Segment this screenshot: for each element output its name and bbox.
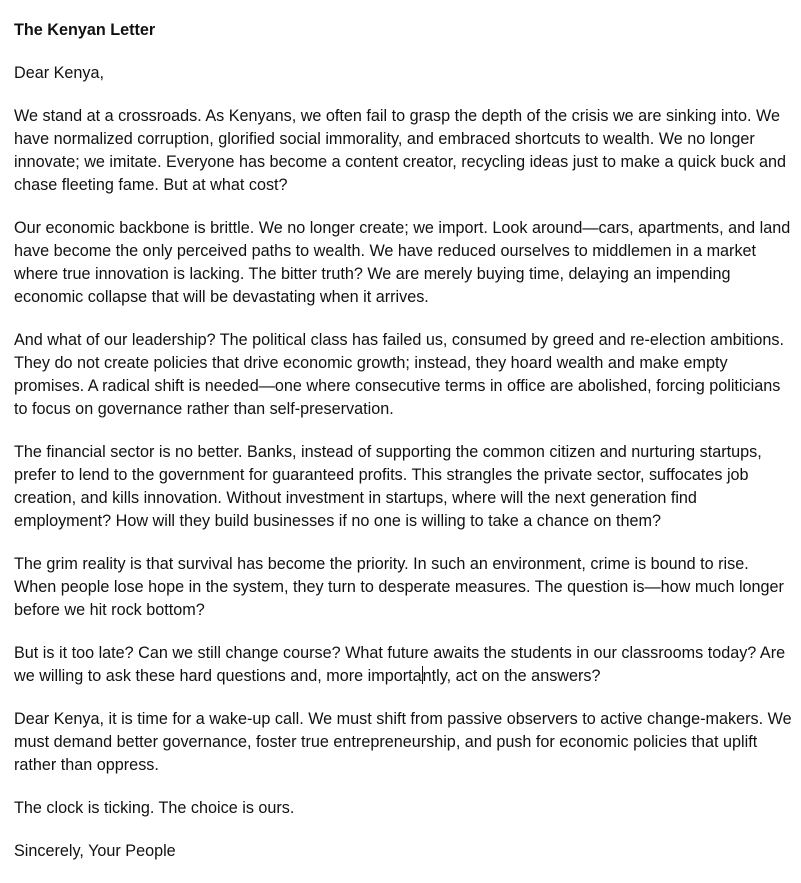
paragraph-7: Dear Kenya, it is time for a wake-up call. We must shift from passive observers to active change-makers. We must demand better governance, foster true entrepreneurship, and push for economic policies that uplift rather than oppress. bbox=[14, 710, 792, 774]
salutation: Dear Kenya, bbox=[14, 64, 104, 82]
document-title: The Kenyan Letter bbox=[14, 21, 156, 39]
document-body[interactable] bbox=[14, 19, 795, 883]
paragraph-6-text-before-caret: But is it too late? Can we still change course? What future awaits the students in our classrooms today? Are we willing to ask these hard questions and, more importa bbox=[14, 644, 786, 685]
paragraph-8: The clock is ticking. The choice is ours. bbox=[14, 799, 295, 817]
paragraph-5: The grim reality is that survival has become the priority. In such an environment, crime is bound to rise. When people lose hope in the system, they turn to desperate measures. The question is—how much longer before we hit rock bottom? bbox=[14, 555, 784, 619]
signature: Sincerely, Your People bbox=[14, 842, 176, 860]
paragraph-6 bbox=[14, 642, 795, 688]
paragraph-3: And what of our leadership? The political class has failed us, consumed by greed and re-election ambitions. They do not create policies that drive economic growth; instead, they hoard wealth and make empty promises. A radical shift is needed—one where consecutive terms in office are abolished, forcing politicians to focus on governance rather than self-preservation. bbox=[14, 331, 784, 418]
paragraph-2: Our economic backbone is brittle. We no longer create; we import. Look around—cars, apartments, and land have become the only perceived paths to wealth. We have reduced ourselves to middlemen in a market where true innovation is lacking. The bitter truth? We are merely buying time, delaying an impending economic collapse that will be devastating when it arrives. bbox=[14, 219, 791, 306]
paragraph-1: We stand at a crossroads. As Kenyans, we often fail to grasp the depth of the crisis we are sinking into. We have normalized corruption, glorified social immorality, and embraced shortcuts to wealth. We no longer innovate; we imitate. Everyone has become a content creator, recycling ideas just to make a quick buck and chase fleeting fame. But at what cost? bbox=[14, 107, 787, 194]
paragraph-4: The financial sector is no better. Banks, instead of supporting the common citizen and nurturing startups, prefer to lend to the government for guaranteed profits. This strangles the private sector, suffocates job creation, and kills innovation. Without investment in startups, where will the next generation find employment? How will they build businesses if no one is willing to take a chance on them? bbox=[14, 443, 762, 530]
paragraph-6-text-after-caret: ntly, act on the answers? bbox=[422, 667, 601, 685]
